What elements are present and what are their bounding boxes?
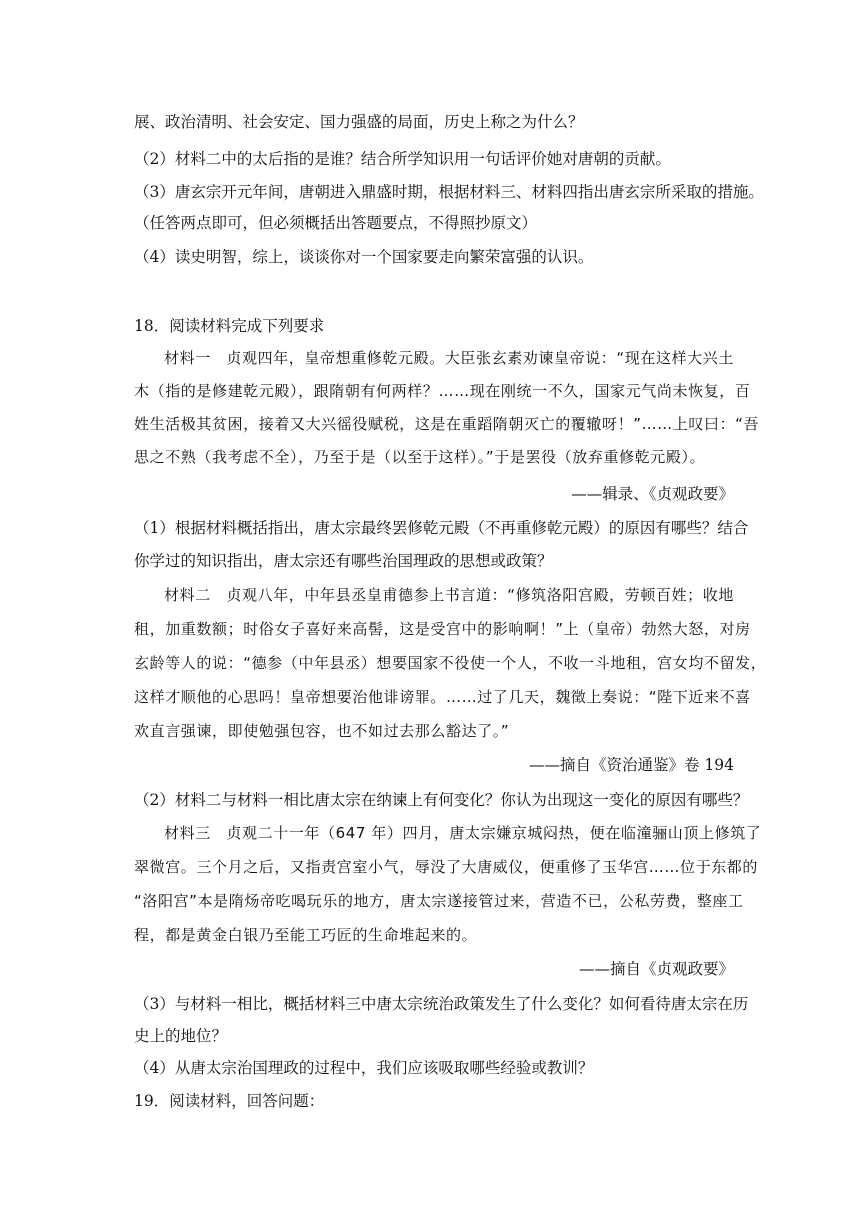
question-3: （3）唐玄宗开元年间，唐朝进入鼎盛时期，根据材料三、材料四指出唐玄宗所采取的措施。 bbox=[134, 183, 764, 201]
material-3-line: 翠微宫。三个月之后，又指责宫室小气，辱没了大唐威仪，便重修了玉华宫……位于东都的 bbox=[134, 858, 759, 876]
question-4: （4）读史明智，综上，谈谈你对一个国家要走向繁荣富强的认识。 bbox=[134, 248, 594, 266]
material-2-line: 材料二 贞观八年，中年县丞皇甫德参上书言道：“修筑洛阳宫殿，劳顿百姓；收地 bbox=[164, 586, 734, 604]
material-2-source: ——摘自《资治通鉴》卷 194 bbox=[528, 756, 734, 774]
question-18-title: 18．阅读材料完成下列要求 bbox=[134, 317, 325, 335]
material-2-line: 这样才顺他的心思吗！皇帝想要治他诽谤罪。……过了几天，魏徵上奏说：“陛下近来不喜 bbox=[134, 688, 751, 706]
question-2: （2）材料二中的太后指的是谁？结合所学知识用一句话评价她对唐朝的贡献。 bbox=[134, 150, 671, 168]
question-19-title: 19．阅读材料，回答问题： bbox=[134, 1092, 325, 1110]
material-2-line: 玄龄等人的说：“德参（中年县丞）想要国家不役使一个人，不收一斗地租，宫女均不留发， bbox=[134, 654, 767, 672]
material-2-line: 欢直言强谏，即使勉强包容，也不如过去那么豁达了。” bbox=[134, 722, 510, 740]
question-18-4: （4）从唐太宗治国理政的过程中，我们应该吸取哪些经验或教训？ bbox=[134, 1059, 594, 1077]
material-3-line: 程，都是黄金白银乃至能工巧匠的生命堆起来的。 bbox=[134, 926, 478, 944]
question-18-3: （3）与材料一相比，概括材料三中唐太宗统治政策发生了什么变化？如何看待唐太宗在历 bbox=[134, 995, 749, 1013]
material-1-line: 木（指的是修建乾元殿），跟隋朝有何两样？……现在刚统一不久，国家元气尚未恢复，百 bbox=[134, 382, 751, 400]
material-3-line: 材料三 贞观二十一年（647 年）四月，唐太宗嫌京城闷热，便在临潼骊山顶上修筑了 bbox=[164, 824, 762, 842]
material-1-source: ——辑录、《贞观政要》 bbox=[571, 485, 734, 503]
material-1-line: 材料一 贞观四年，皇帝想重修乾元殿。大臣张玄素劝谏皇帝说：“现在这样大兴土 bbox=[164, 349, 734, 367]
question-18-3: 史上的地位？ bbox=[134, 1027, 228, 1045]
text-line: 展、政治清明、社会安定、国力强盛的局面，历史上称之为什么？ bbox=[134, 113, 584, 131]
material-2-line: 租，加重数额；时俗女子喜好来高髻，这是受宫中的影响啊！”上（皇帝）勃然大怒，对房 bbox=[134, 620, 751, 638]
material-3-line: “洛阳宫”本是隋炀帝吃喝玩乐的地方，唐太宗遂接管过来，营造不已，公私劳费，整座工 bbox=[134, 892, 744, 910]
material-3-source: ——摘自《贞观政要》 bbox=[578, 960, 734, 978]
question-18-1: 你学过的知识指出，唐太宗还有哪些治国理政的思想或政策？ bbox=[134, 552, 553, 570]
question-18-2: （2）材料二与材料一相比唐太宗在纳谏上有何变化？你认为出现这一变化的原因有哪些？ bbox=[134, 791, 749, 809]
question-3-note: （任答两点即可，但必须概括出答题要点，不得照抄原文） bbox=[134, 214, 538, 232]
material-1-line: 思之不熟（我考虑不全），乃至于是（以至于这样）。”于是罢役（放弃重修乾元殿）。 bbox=[134, 448, 706, 466]
question-18-1: （1）根据材料概括指出，唐太宗最终罢修乾元殿（不再重修乾元殿）的原因有哪些？结合 bbox=[134, 519, 749, 537]
material-1-line: 姓生活极其贫困，接着又大兴徭役赋税，这是在重蹈隋朝灭亡的覆辙呀！”……上叹曰：“吾 bbox=[134, 415, 760, 433]
